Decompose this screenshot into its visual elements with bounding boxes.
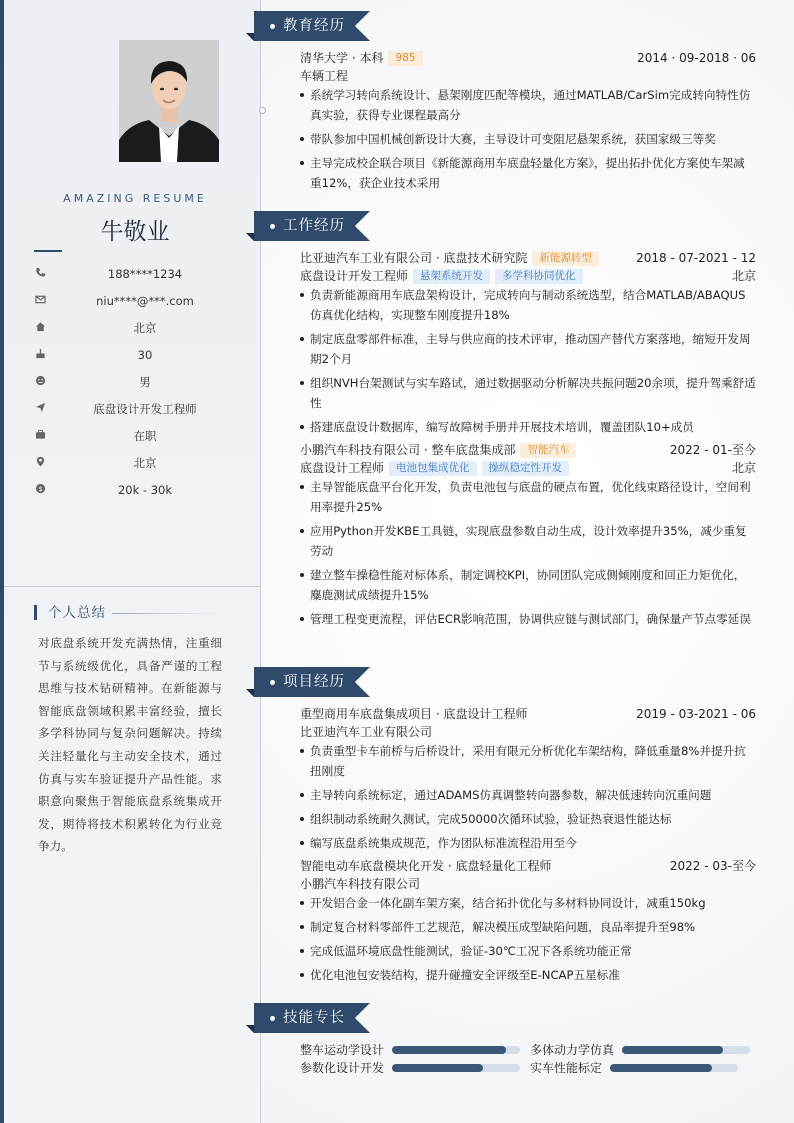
project-company-row — [300, 723, 756, 741]
info-age: 30 — [34, 346, 234, 364]
skill-level-fill — [392, 1046, 506, 1054]
education-bullet: 带队参加中国机械创新设计大赛，主导设计可变阻尼悬架系统，获国家级三等奖 — [300, 129, 756, 149]
company-tag: 新能源转型 — [532, 251, 599, 266]
project-bullet: 负责重型卡车前桥与后桥设计，采用有限元分析优化车架结构，降低重量8%并提升抗扭刚度 — [300, 741, 756, 781]
skill-level-track — [622, 1046, 750, 1054]
project-company-row — [300, 875, 756, 893]
job-header — [300, 441, 756, 459]
project-bullet: 组织制动系统耐久测试，完成50000次循环试验，验证热衰退性能达标 — [300, 809, 756, 829]
education-major: 车辆工程 — [300, 69, 349, 83]
send-icon — [34, 402, 46, 414]
project-name: 智能电动车底盘模块化开发 · 底盘轻量化工程师 — [300, 859, 552, 873]
info-job-status: 在职 — [34, 427, 234, 445]
education-date: 2014 · 09-2018 · 06 — [637, 51, 756, 65]
location-icon — [34, 456, 46, 468]
project-bullet: 完成低温环境底盘性能测试，验证-30℃工况下各系统功能正常 — [300, 941, 756, 961]
name-underline — [34, 250, 62, 252]
education-header — [300, 49, 756, 67]
info-target-city: 北京 — [34, 454, 234, 472]
role-tag: 悬架系统开发 — [413, 269, 490, 284]
job-bullet: 组织NVH台架测试与实车路试，通过数据驱动分析解决共振问题20余项，提升驾乘舒适性 — [300, 373, 756, 413]
profile-photo — [119, 40, 219, 162]
sidebar-edge-marker — [259, 107, 266, 114]
education-major-row — [300, 67, 756, 85]
role-tag: 电池包集成优化 — [389, 461, 477, 476]
project-date: 2019 - 03-2021 - 06 — [636, 707, 756, 721]
skill-item: 整车运动学设计 — [300, 1041, 522, 1059]
briefcase-icon — [34, 429, 46, 441]
project-bullet: 主导转向系统标定，通过ADAMS仿真调整转向器参数，解决低速转向沉重问题 — [300, 785, 756, 805]
role-tag: 操纵稳定性开发 — [482, 461, 570, 476]
phone-icon — [34, 267, 46, 279]
project-date: 2022 - 03-至今 — [669, 859, 756, 873]
job-bullet: 管理工程变更流程，评估ECR影响范围，协调供应链与测试部门，确保量产节点零延误 — [300, 609, 756, 629]
job-city: 北京 — [731, 269, 756, 283]
job-role: 底盘设计开发工程师 — [300, 269, 409, 283]
skill-level-track — [392, 1064, 520, 1072]
project-header — [300, 857, 756, 875]
cake-icon — [34, 348, 46, 360]
job-city: 北京 — [731, 461, 756, 475]
skill-item: 多体动力学仿真 — [530, 1041, 752, 1059]
info-email: niu****@***.com — [34, 292, 234, 310]
job-bullet: 建立整车操稳性能对标体系，制定调校KPI，协同团队完成侧倾刚度和回正力矩优化，麋鹿测试成绩提升15% — [300, 565, 756, 605]
summary-heading-bar — [34, 605, 37, 620]
section-heading-work: 工作经历 — [246, 211, 406, 241]
project-company: 比亚迪汽车工业有限公司 — [300, 725, 433, 739]
svg-text:$: $ — [37, 484, 43, 493]
job-role: 底盘设计工程师 — [300, 461, 385, 475]
company-name: 比亚迪汽车工业有限公司 · 底盘技术研究院 — [300, 251, 528, 265]
skill-level-fill — [622, 1046, 723, 1054]
project-bullet: 制定复合材料零部件工艺规范，解决模压成型缺陷问题，良品率提升至98% — [300, 917, 756, 937]
sidebar — [4, 0, 261, 1123]
money-icon — [34, 483, 46, 495]
job-header — [300, 249, 756, 267]
home-icon — [34, 321, 46, 333]
role-tag: 多学科协同优化 — [495, 269, 583, 284]
skill-item: 参数化设计开发 — [300, 1059, 522, 1077]
project-company: 小鹏汽车科技有限公司 — [300, 877, 421, 891]
sidebar-divider — [4, 586, 261, 587]
face-icon — [34, 375, 46, 387]
info-hometown: 北京 — [34, 319, 234, 337]
project-bullet: 优化电池包安装结构，提升碰撞安全评级至E-NCAP五星标准 — [300, 965, 756, 985]
skill-level-track — [610, 1064, 738, 1072]
section-heading-skills: 技能专长 — [246, 1003, 406, 1033]
school-name: 清华大学 · 本科 — [300, 51, 384, 65]
education-bullet: 系统学习转向系统设计、悬架刚度匹配等模块，通过MATLAB/CarSim完成转向特性仿真实验，获得专业课程最高分 — [300, 85, 756, 125]
job-bullet: 主导智能底盘平台化开发，负责电池包与底盘的硬点布置，优化线束路径设计，空间利用率提升25% — [300, 477, 756, 517]
job-bullet: 搭建底盘设计数据库，编写故障树手册并开展技术培训，覆盖团队10+成员 — [300, 417, 756, 437]
skill-level-track — [392, 1046, 520, 1054]
skill-level-fill — [392, 1064, 483, 1072]
summary-text: 对底盘系统开发充满热情，注重细节与系统级优化，具备严谨的工程思维与技术钻研精神。在新能源与智能底盘领域积累丰富经验，擅长多学科协同与复杂问题解决。持续关注轻量化与主动安全技术，通过仿真与实车验证提升产品性能。求职意向聚焦于智能底盘系统集成开发，期待将技术积累转化为行业竞争力。 — [38, 636, 222, 854]
skill-item: 实车性能标定 — [530, 1059, 752, 1077]
company-name: 小鹏汽车科技有限公司 · 整车底盘集成部 — [300, 443, 516, 457]
project-bullet: 开发铝合金一体化副车架方案，结合拓扑优化与多材料协同设计，减重150kg — [300, 893, 756, 913]
job-bullet: 负责新能源商用车底盘架构设计，完成转向与制动系统选型，结合MATLAB/ABAQUS仿真优化结构，实现整车刚度提升18% — [300, 285, 756, 325]
project-header — [300, 705, 756, 723]
info-gender: 男 — [34, 373, 234, 391]
summary-heading: 个人总结 — [34, 604, 220, 622]
job-date: 2018 - 07-2021 - 12 — [636, 251, 756, 265]
section-heading-education: 教育经历 — [246, 11, 406, 41]
info-target-position: 底盘设计开发工程师 — [34, 400, 234, 418]
job-bullet: 制定底盘零部件标准，主导与供应商的技术评审，推动国产替代方案落地，缩短开发周期2个月 — [300, 329, 756, 369]
education-bullet: 主导完成校企联合项目《新能源商用车底盘轻量化方案》，提出拓扑优化方案使车架减重12%，获企业技术采用 — [300, 153, 756, 193]
section-heading-projects: 项目经历 — [246, 667, 406, 697]
school-tag: 985 — [388, 51, 422, 66]
candidate-name: 牛敬业 — [100, 219, 170, 245]
summary-heading-line — [112, 613, 220, 614]
job-date: 2022 - 01-至今 — [669, 443, 756, 457]
job-role-row — [300, 459, 756, 477]
job-bullet: 应用Python开发KBE工具链，实现底盘参数自动生成，设计效率提升35%，减少重复劳动 — [300, 521, 756, 561]
company-tag: 智能汽车 — [520, 443, 576, 458]
project-name: 重型商用车底盘集成项目 · 底盘设计工程师 — [300, 707, 528, 721]
resume-tagline: AMAZING RESUME — [63, 192, 207, 205]
job-role-row — [300, 267, 756, 285]
mail-icon — [34, 294, 46, 306]
info-phone: 188****1234 — [34, 265, 234, 283]
skill-level-fill — [610, 1064, 712, 1072]
project-bullet: 编写底盘系统集成规范，作为团队标准流程沿用至今 — [300, 833, 756, 853]
info-salary: $ 20k - 30k — [34, 481, 234, 499]
